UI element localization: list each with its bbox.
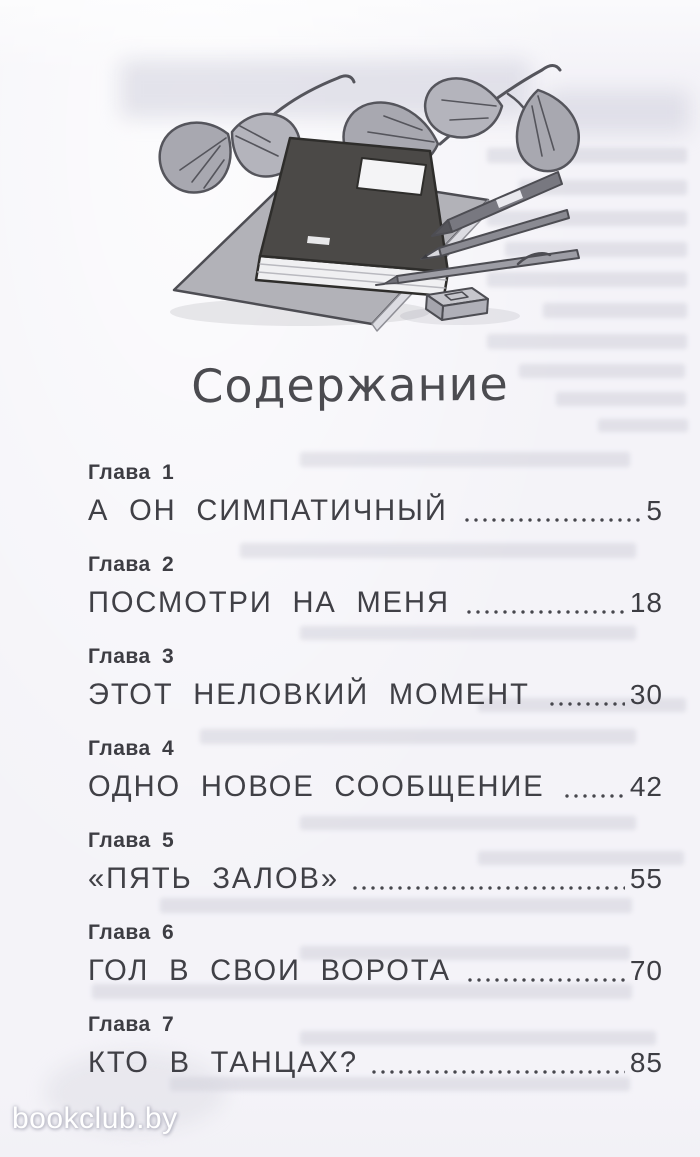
chapter-label: Глава 3 [88,645,175,668]
chapter-title: КТО В ТАНЦАХ? [88,1046,359,1079]
watermark: bookclub.by [12,1102,178,1135]
page-number: 18 [629,587,663,618]
chapter-title: «ПЯТЬ ЗАЛОВ» [88,862,340,895]
dots-leader [565,794,625,798]
page-number: 30 [629,679,663,710]
chapter-label: Глава 5 [88,829,175,852]
page-number: 5 [646,495,663,526]
page-number: 42 [629,771,663,802]
page-number: 55 [629,863,663,894]
toc-entry [88,644,663,736]
chapter-title: ГОЛ В СВОИ ВОРОТА [88,954,451,987]
dots-leader [353,886,625,890]
contents-title: Содержание [191,356,509,414]
page-number: 85 [629,1047,663,1078]
book-still-life-illustration [140,48,610,348]
toc-entry [88,1012,663,1104]
chapter-title: А ОН СИМПАТИЧНЫЙ [88,494,448,527]
chapter-label: Глава 4 [88,737,175,760]
chapter-label: Глава 6 [88,921,175,944]
toc-entry [88,552,663,644]
page-number: 70 [629,955,663,986]
dots-leader [372,1070,624,1074]
toc-entry [88,736,663,828]
chapter-label: Глава 2 [88,553,175,576]
dots-leader [468,978,625,982]
dots-leader [550,702,625,706]
toc-entry [88,828,663,920]
dots-leader [465,518,642,522]
chapter-title: ОДНО НОВОЕ СООБЩЕНИЕ [88,770,545,803]
chapter-title: ПОСМОТРИ НА МЕНЯ [88,586,450,619]
chapter-label: Глава 1 [88,461,175,484]
dots-leader [467,610,625,614]
chapter-title: ЭТОТ НЕЛОВКИЙ МОМЕНТ [88,678,530,711]
toc-list [88,460,663,1104]
chapter-label: Глава 7 [88,1013,175,1036]
toc-entry [88,460,663,552]
toc-entry [88,920,663,1012]
